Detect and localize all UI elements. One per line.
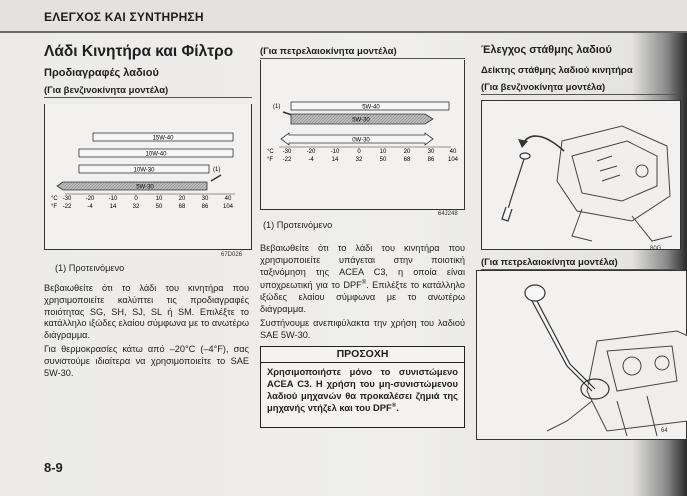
tick-f: 86 — [427, 157, 435, 163]
petrol-models-heading: (Για βενζινοκίνητα μοντέλα) — [481, 82, 606, 93]
tick-c: 0 — [134, 196, 138, 202]
tick-c: -20 — [306, 149, 316, 155]
direction-arrow — [522, 136, 564, 151]
grade-label-5w30: 5W-30 — [352, 117, 370, 124]
tick-f: 68 — [403, 157, 411, 163]
grade-label-10w30: 10W-30 — [133, 167, 155, 174]
low-temp-paragraph: Για θερμοκρασίες κάτω από –20°C (–4°F), σας συνιστούμε ιδιαίτερα να χρησιμοποιείτε το SAE 5W-30. — [44, 344, 249, 378]
marker-arrow — [211, 175, 221, 181]
grade-label-15w40: 15W-40 — [152, 135, 174, 142]
heading-underline — [481, 94, 681, 95]
engine-drawing-petrol — [482, 101, 682, 251]
tick-c: -30 — [62, 196, 72, 202]
tick-f: -22 — [62, 204, 72, 210]
figure-code: 64J248 — [438, 211, 458, 217]
tick-f: -22 — [282, 157, 292, 163]
tick-f: 104 — [222, 204, 234, 210]
heading-underline — [44, 97, 252, 98]
tick-c: 10 — [155, 196, 163, 202]
recommended-marker: (1) — [213, 167, 221, 173]
tick-c: 20 — [403, 149, 411, 155]
grade-label-5w40: 5W-40 — [362, 104, 380, 111]
viscosity-chart-petrol-svg — [45, 104, 253, 250]
viscosity-chart-petrol — [44, 104, 252, 250]
registered-mark: ® — [361, 280, 367, 287]
grade-bar-5w30 — [57, 182, 207, 190]
fahrenheit-ticks — [283, 157, 459, 163]
diesel-models-heading: (Για πετρελαιοκίνητα μοντέλα) — [481, 257, 618, 268]
tick-c: 20 — [178, 196, 186, 202]
diesel-oil-text-b: . Επιλέξτε το κατάλληλο ιξώδες ελαίου σύμφωνα με το ανωτέρω διάγραμμα. — [260, 280, 465, 315]
tick-f: -4 — [87, 204, 93, 210]
dipstick-heading: Δείκτης στάθμης λαδιού κινητήρα — [481, 65, 633, 76]
figure-legend: (1) Προτεινόμενο — [263, 220, 333, 230]
grade-label-10w40: 10W-40 — [145, 151, 167, 158]
caution-text — [261, 363, 464, 417]
celsius-ticks — [283, 149, 457, 155]
caution-text-a: Χρησιμοποιήστε μόνο το συνιστώμενο ACEA C3. Η χρήση του μη-συνιστώμενου λαδιού μηχανών θα προκαλέσει ζημιά της μηχανής ντήζελ και του DPF — [267, 366, 458, 414]
figure-code: 80G — [650, 246, 662, 252]
dipstick-icon — [502, 153, 530, 221]
petrol-oil-paragraph: Βεβαιωθείτε ότι το λάδι του κινητήρα που χρησιμοποιείτε καλύπτει τις προδιαγραφές ποιότητας SG, SH, SJ, SL ή SM. Επιλέξτε το κατάλληλο ιξώδες ελαίου σύμφωνα με το ανωτέρω διάγραμμα. — [44, 283, 249, 341]
tick-f: 50 — [155, 204, 163, 210]
tick-f: -4 — [308, 157, 314, 163]
tick-c: -10 — [330, 149, 340, 155]
engine-drawing-diesel — [477, 271, 687, 441]
tick-f: 32 — [355, 157, 363, 163]
tick-c: 10 — [379, 149, 387, 155]
fahrenheit-ticks — [63, 204, 234, 210]
tick-f: 14 — [331, 157, 339, 163]
celsius-label: °C — [51, 196, 58, 202]
tick-c: 40 — [449, 149, 457, 155]
fahrenheit-label: °F — [267, 157, 274, 163]
recommend-paragraph: Συστήνουμε ανεπιφύλακτα την χρήση του λαδιού SAE 5W-30. — [260, 318, 465, 340]
tick-c: -30 — [282, 149, 292, 155]
tick-c: 0 — [357, 149, 361, 155]
figure-code: 67D026 — [221, 252, 243, 258]
recommended-marker: (1) — [273, 104, 281, 110]
page-number: 8-9 — [44, 460, 63, 475]
tick-c: 30 — [427, 149, 435, 155]
oil-level-check-heading: Έλεγχος στάθμης λαδιού — [481, 44, 612, 56]
diesel-oil-text-a: Βεβαιωθείτε ότι το λάδι του κινητήρα που χρησιμοποιείτε υπάγεται στην ποιοτική ταξινόμηση της ACEA C3, η οποία είναι υποχρεωτική για το DPF — [260, 243, 465, 291]
tick-f: 50 — [379, 157, 387, 163]
dipstick-icon — [525, 285, 595, 391]
tick-c: -10 — [108, 196, 118, 202]
tick-f: 14 — [109, 204, 117, 210]
header-bar — [0, 0, 687, 33]
viscosity-chart-diesel-svg — [261, 60, 466, 210]
grade-label-5w30: 5W-30 — [136, 184, 154, 191]
oil-spec-heading: Προδιαγραφές λαδιού — [44, 67, 159, 79]
registered-mark: ® — [391, 403, 397, 410]
grade-label-0w30: 0W-30 — [352, 137, 370, 144]
celsius-label: °C — [267, 149, 274, 155]
tick-f: 32 — [132, 204, 140, 210]
figure-legend: (1) Προτεινόμενο — [55, 263, 125, 273]
section-title: ΕΛΕΓΧΟΣ ΚΑΙ ΣΥΝΤΗΡΗΣΗ — [44, 10, 204, 24]
diesel-oil-paragraph — [260, 243, 465, 316]
caution-box — [260, 346, 465, 428]
diesel-models-heading: (Για πετρελαιοκίνητα μοντέλα) — [260, 46, 397, 57]
celsius-ticks — [63, 196, 232, 202]
tick-c: -20 — [85, 196, 95, 202]
heading-underline — [260, 58, 465, 59]
dipstick-illustration-diesel — [476, 270, 687, 440]
tick-f: 104 — [447, 157, 459, 163]
petrol-models-heading: (Για βενζινοκίνητα μοντέλα) — [44, 85, 169, 96]
tick-c: 40 — [224, 196, 232, 202]
caution-text-b: . — [396, 402, 399, 414]
viscosity-chart-diesel — [260, 60, 465, 210]
fahrenheit-label: °F — [51, 204, 58, 210]
tick-f: 68 — [178, 204, 186, 210]
tick-c: 30 — [201, 196, 209, 202]
figure-code: 64 — [661, 428, 668, 434]
caution-title: ΠΡΟΣΟΧΗ — [261, 347, 464, 363]
dipstick-illustration-petrol — [481, 100, 681, 250]
page-title: Λάδι Κινητήρα και Φίλτρο — [44, 43, 234, 60]
tick-f: 86 — [201, 204, 209, 210]
